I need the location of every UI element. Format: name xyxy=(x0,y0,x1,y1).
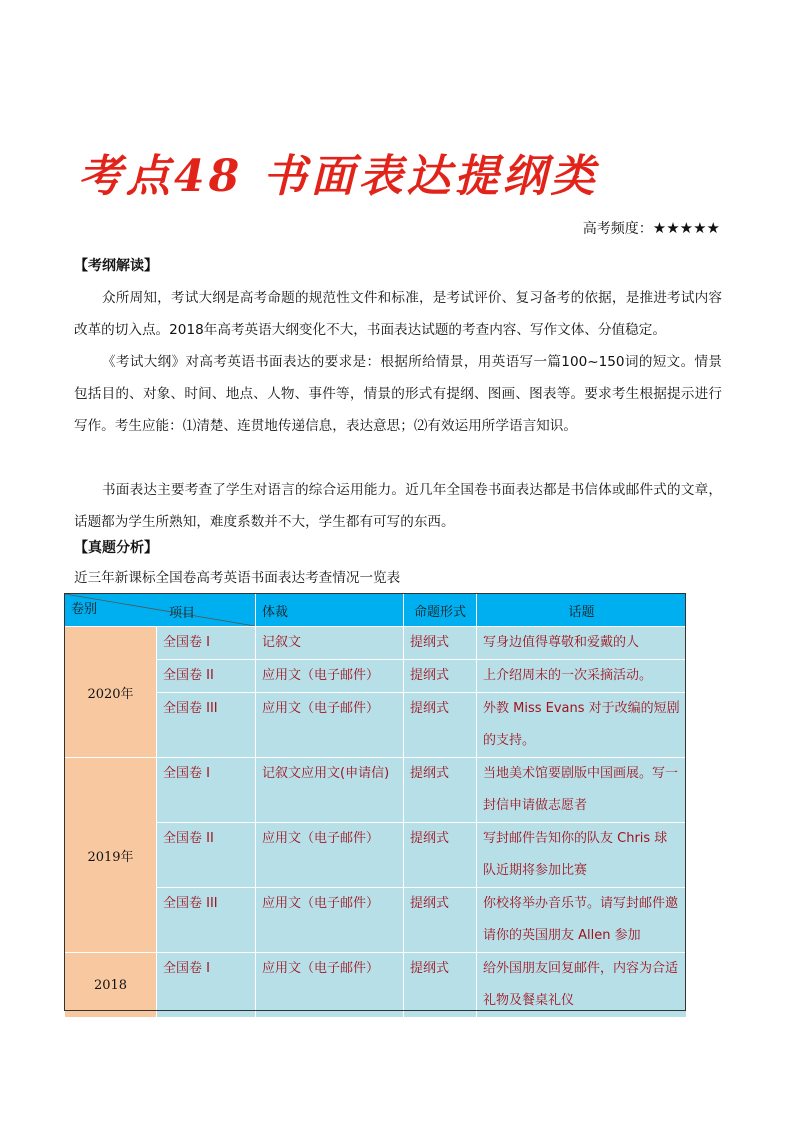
paragraph: 众所周知，考试大纲是高考命题的规范性文件和标准，是考试评价、复习备考的依据，是推进考试内容改革的切入点。2018年高考英语大纲变化不大，书面表达试题的考查内容、写作文体、分值稳定。 xyxy=(74,290,722,338)
paper-cell: 全国卷 III xyxy=(157,693,256,758)
genre-cell: 应用文（电子邮件） xyxy=(256,693,404,758)
format-cell: 提纲式 xyxy=(404,888,477,953)
genre-cell: 记叙文应用文(申请信) xyxy=(256,758,404,823)
year-cell: 2018 xyxy=(65,953,157,1018)
exam-table xyxy=(64,593,687,1018)
topic-cell: 你校将举办音乐节。请写封邮件邀请你的英国朋友 Allen 参加 xyxy=(477,888,687,953)
header-topic: 话题 xyxy=(477,594,687,627)
paper-cell: 全国卷 III xyxy=(157,888,256,953)
format-cell: 提纲式 xyxy=(404,693,477,758)
frequency-label: 高考频度： xyxy=(582,221,653,237)
paper-cell: 全国卷 I xyxy=(157,627,256,660)
table-row xyxy=(65,953,687,1018)
format-cell: 提纲式 xyxy=(404,953,477,1018)
exam-frequency xyxy=(583,218,720,238)
table-caption: 近三年新课标全国卷高考英语书面表达考查情况一览表 xyxy=(74,570,401,586)
genre-cell: 应用文（电子邮件） xyxy=(256,953,404,1018)
topic-cell: 写身边值得尊敬和爱戴的人 xyxy=(477,627,687,660)
table-header-corner xyxy=(65,594,256,627)
genre-cell: 应用文（电子邮件） xyxy=(256,660,404,693)
paper-cell: 全国卷 I xyxy=(157,758,256,823)
table-row xyxy=(65,693,687,758)
year-cell: 2019年 xyxy=(65,758,157,953)
section-heading-syllabus: 【考纲解读】 xyxy=(74,258,158,274)
table-row xyxy=(65,758,687,823)
genre-cell: 记叙文 xyxy=(256,627,404,660)
page-title: 考点48 书面表达提纲类 xyxy=(78,151,599,202)
year-cell: 2020年 xyxy=(65,627,157,758)
table-row xyxy=(65,888,687,953)
format-cell: 提纲式 xyxy=(404,823,477,888)
table-row xyxy=(65,660,687,693)
topic-cell: 给外国朋友回复邮件，内容为合适礼物及餐桌礼仪 xyxy=(477,953,687,1018)
topic-cell: 当地美术馆要剧版中国画展。写一封信申请做志愿者 xyxy=(477,758,687,823)
paper-cell: 全国卷 II xyxy=(157,660,256,693)
format-cell: 提纲式 xyxy=(404,627,477,660)
table-header-row xyxy=(65,594,687,627)
table-row xyxy=(65,627,687,660)
section-heading-analysis: 【真题分析】 xyxy=(74,540,158,556)
paragraph: 书面表达主要考查了学生对语言的综合运用能力。近几年全国卷书面表达都是书信体或邮件式的文章，话题都为学生所熟知，难度系数并不大，学生都有可写的东西。 xyxy=(74,482,722,530)
format-cell: 提纲式 xyxy=(404,660,477,693)
genre-cell: 应用文（电子邮件） xyxy=(256,888,404,953)
topic-cell: 外教 Miss Evans 对于改编的短剧的支持。 xyxy=(477,693,687,758)
header-genre: 体裁 xyxy=(256,594,404,627)
header-paper-label: 卷别 xyxy=(71,602,98,617)
paper-cell: 全国卷 II xyxy=(157,823,256,888)
paragraph: 《考试大纲》对高考英语书面表达的要求是：根据所给情景，用英语写一篇100~150词的短文。情景包括目的、对象、时间、地点、人物、事件等，情景的形式有提纲、图画、图表等。要求考生根据提示进行写作。考生应能：⑴清楚、连贯地传递信息，表达意思；⑵有效运用所学语言知识。 xyxy=(74,354,722,434)
header-format: 命题形式 xyxy=(404,594,477,627)
paper-cell: 全国卷 I xyxy=(157,953,256,1018)
table-row xyxy=(65,823,687,888)
topic-cell: 上介绍周末的一次采摘活动。 xyxy=(477,660,687,693)
format-cell: 提纲式 xyxy=(404,758,477,823)
header-item-label: 项目 xyxy=(169,606,196,621)
topic-cell: 写封邮件告知你的队友 Chris 球队近期将参加比赛 xyxy=(477,823,687,888)
genre-cell: 应用文（电子邮件） xyxy=(256,823,404,888)
frequency-stars: ★★★★★ xyxy=(652,219,720,237)
